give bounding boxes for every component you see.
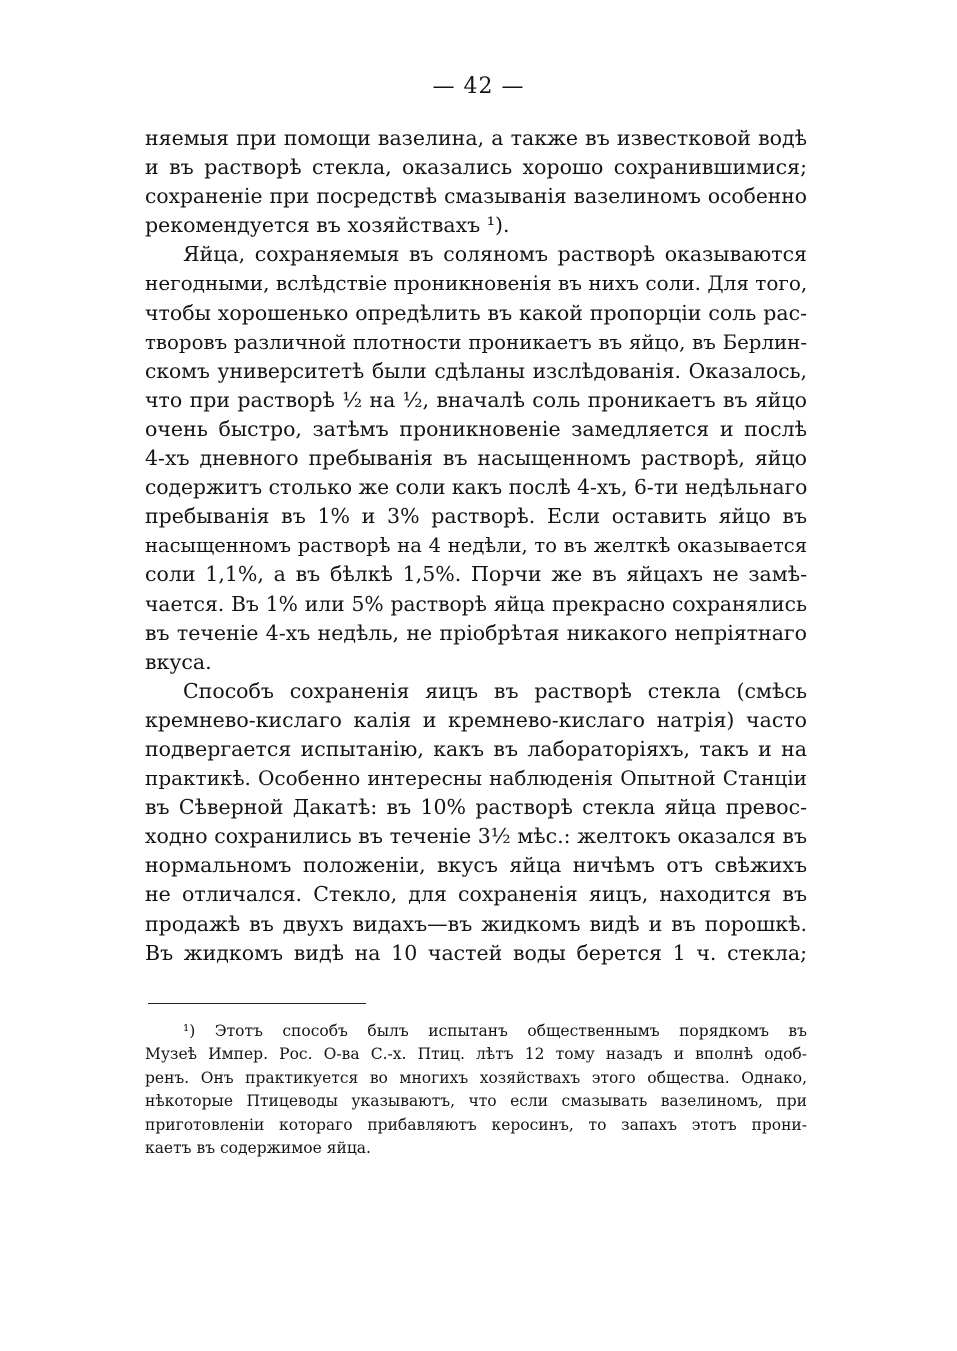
text-line: продажѣ въ двухъ видахъ—въ жидкомъ видѣ и въ порошкѣ.	[145, 911, 807, 936]
text-line: Яйца, сохраняемыя въ соляномъ растворѣ оказываются	[183, 242, 807, 267]
text-line: скомъ университетѣ были сдѣланы изслѣдованія. Оказалось,	[145, 358, 807, 383]
text-line: подвергается испытанію, какъ въ лабораторіяхъ, такъ и на	[145, 736, 807, 761]
text-line: негодными, вслѣдствіе проникновенія въ нихъ соли. Для того,	[145, 271, 808, 296]
text-line: кремнево-кислаго калія и кремнево-кислаго натрія) часто	[145, 707, 807, 732]
text-line: пребыванія въ 1% и 3% растворѣ. Если оставить яйцо въ	[145, 504, 807, 529]
footnote-line: ¹) Этотъ способъ былъ испытанъ общественнымъ порядкомъ въ	[183, 1022, 807, 1040]
body-text	[145, 124, 807, 968]
text-line: чается. Въ 1% или 5% растворѣ яйца прекрасно сохранялись	[145, 591, 807, 616]
text-line: Способъ сохраненія яицъ въ растворѣ стекла (смѣсь	[183, 678, 807, 703]
footnote-line: Музеѣ Импер. Рос. О-ва С.-х. Птиц. лѣтъ 12 тому назадъ и вполнѣ одоб-	[145, 1045, 807, 1064]
footnote	[145, 1020, 807, 1160]
text-line: содержитъ столько же соли какъ послѣ 4-хъ, 6-ти недѣльнаго	[145, 475, 808, 500]
footnote-line: ренъ. Онъ практикуется во многихъ хозяйствахъ этого общества. Однако,	[145, 1068, 807, 1087]
text-line: рекомендуется въ хозяйствахъ ¹).	[145, 213, 510, 238]
footnote-line: каетъ въ содержимое яйца.	[145, 1138, 371, 1157]
footnote-line: приготовленіи котораго прибавляютъ керосинъ, то запахъ этотъ прони-	[145, 1115, 807, 1134]
text-line: 4-хъ дневного пребыванія въ насыщенномъ растворѣ, яйцо	[145, 446, 807, 471]
footnote-divider	[148, 1003, 366, 1004]
page-number: — 42 —	[432, 74, 525, 99]
text-line: няемыя при помощи вазелина, а также въ известковой водѣ	[145, 126, 807, 150]
text-line: ходно сохранились въ теченіе 3½ мѣс.: желтокъ оказался въ	[145, 824, 807, 849]
text-line: Въ жидкомъ видѣ на 10 частей воды берется 1 ч. стекла;	[145, 940, 807, 965]
text-line: что при растворѣ ½ на ½, вначалѣ соль проникаетъ въ яйцо	[145, 387, 807, 412]
text-line: сохраненіе при посредствѣ смазыванія вазелиномъ особенно	[145, 184, 807, 209]
text-line: творовъ различной плотности проникаетъ въ яйцо, въ Берлин-	[145, 330, 807, 354]
text-line: вкуса.	[145, 649, 212, 674]
text-line: нормальномъ положеніи, вкусъ яйца ничѣмъ отъ свѣжихъ	[145, 853, 807, 878]
paragraph	[145, 124, 807, 240]
paragraph	[145, 677, 807, 968]
text-line: въ теченіе 4-хъ недѣль, не пріобрѣтая никакого непріятнаго	[145, 620, 807, 645]
text-line: насыщенномъ растворѣ на 4 недѣли, то въ желткѣ оказывается	[145, 534, 807, 558]
text-line: въ Сѣверной Дакатѣ: въ 10% растворѣ стекла яйца превос-	[145, 795, 807, 820]
text-line: и въ растворѣ стекла, оказались хорошо сохранившимися;	[145, 155, 807, 180]
text-line: не отличался. Стекло, для сохраненія яицъ, находится въ	[145, 882, 807, 907]
paragraph	[145, 240, 807, 676]
footnote-line: нѣкоторые Птицеводы указываютъ, что если смазывать вазелиномъ, при	[145, 1092, 807, 1111]
text-line: практикѣ. Особенно интересны наблюденія Опытной Станціи	[145, 766, 807, 791]
text-line: очень быстро, затѣмъ проникновеніе замедляется и послѣ	[145, 416, 807, 441]
text-line: чтобы хорошенько опредѣлить въ какой пропорціи соль рас-	[145, 300, 807, 325]
text-line: соли 1,1%, а въ бѣлкѣ 1,5%. Порчи же въ яйцахъ не замѣ-	[145, 562, 807, 587]
